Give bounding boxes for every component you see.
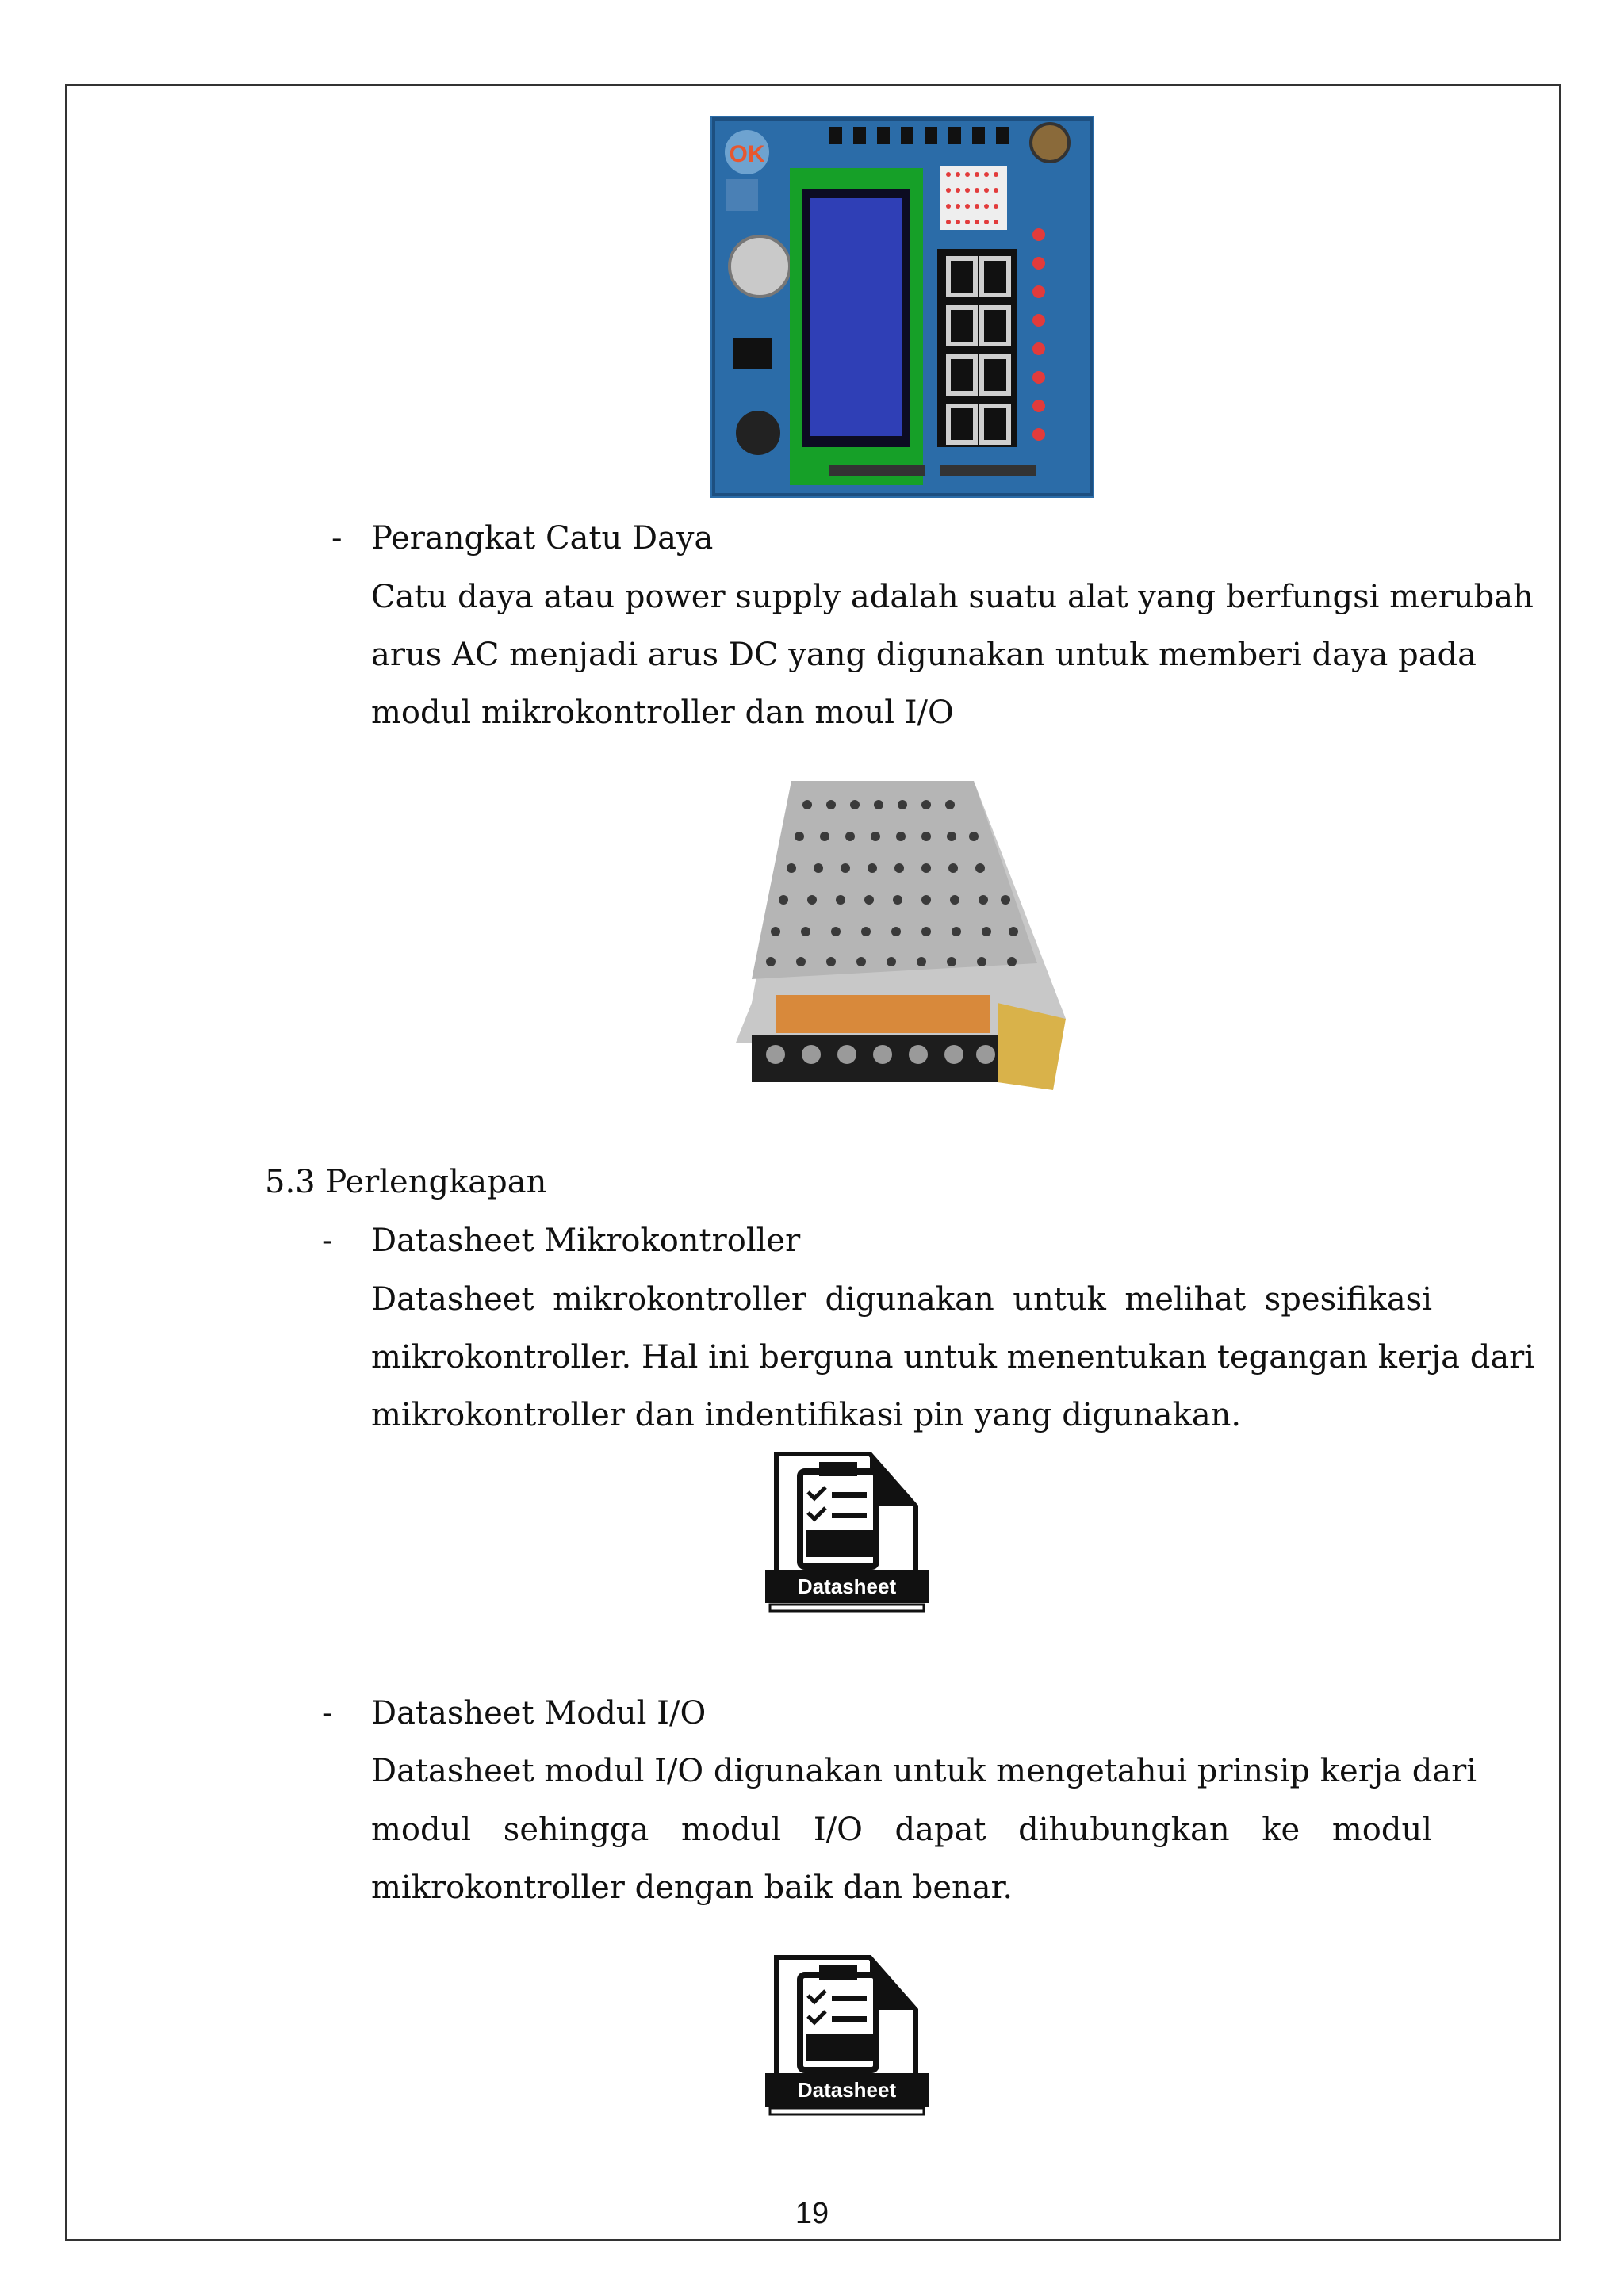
ok-logo: OK	[729, 141, 765, 167]
datasheet-io-title: Datasheet Modul I/O	[371, 1695, 707, 1732]
bullet-dash: -	[331, 520, 343, 557]
bullet-dash: -	[322, 1695, 333, 1732]
datasheet-mcu-title: Datasheet Mikrokontroller	[371, 1223, 801, 1259]
datasheet-icon	[762, 1954, 932, 2119]
power-supply-line-2: arus AC menjadi arus DC yang digunakan untuk memberi daya pada	[371, 637, 1477, 673]
power-supply-line-3: modul mikrokontroller dan moul I/O	[371, 695, 954, 731]
mcu-board-image	[710, 116, 1094, 498]
power-supply-image	[736, 781, 1066, 1102]
datasheet-io-line-2: modul sehingga modul I/O dapat dihubungkan ke modul	[371, 1812, 1432, 1848]
power-supply-title: Perangkat Catu Daya	[371, 520, 714, 557]
datasheet-mcu-line-3: mikrokontroller dan indentifikasi pin yang digunakan.	[371, 1397, 1242, 1433]
datasheet-icon-label: Datasheet	[797, 2078, 897, 2102]
power-supply-line-1: Catu daya atau power supply adalah suatu alat yang berfungsi merubah	[371, 579, 1534, 615]
bullet-dash: -	[322, 1223, 333, 1259]
datasheet-io-line-1: Datasheet modul I/O digunakan untuk mengetahui prinsip kerja dari	[371, 1753, 1477, 1789]
section-heading-perlengkapan: 5.3 Perlengkapan	[265, 1164, 547, 1200]
datasheet-mcu-line-1: Datasheet mikrokontroller digunakan untuk melihat spesifikasi	[371, 1281, 1432, 1318]
datasheet-mcu-line-2: mikrokontroller. Hal ini berguna untuk menentukan tegangan kerja dari	[371, 1339, 1535, 1376]
datasheet-icon	[762, 1451, 932, 1616]
page-number: 19	[795, 2197, 829, 2230]
datasheet-io-line-3: mikrokontroller dengan baik dan benar.	[371, 1869, 1013, 1906]
datasheet-icon-label: Datasheet	[797, 1575, 897, 1598]
